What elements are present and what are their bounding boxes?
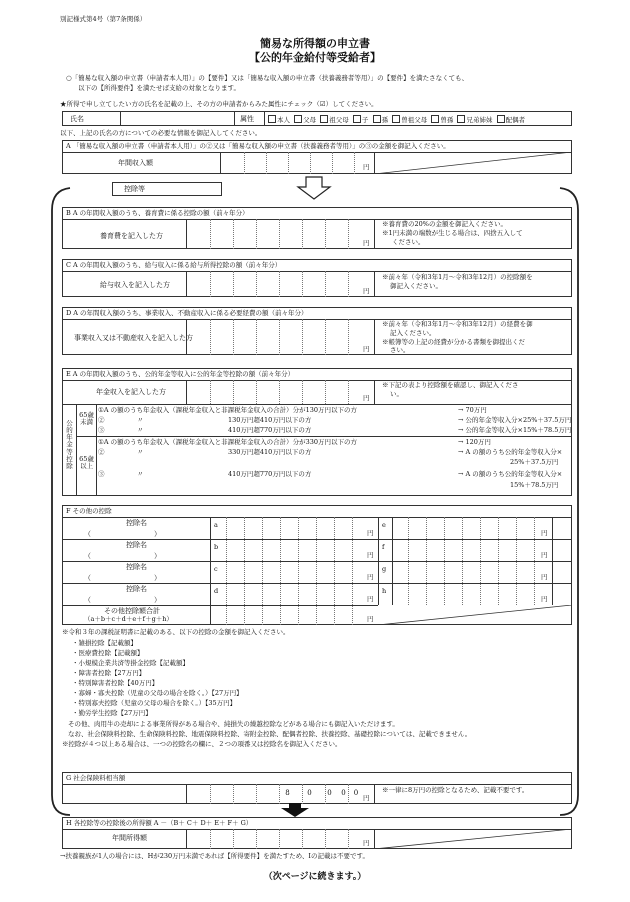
section-d-label: 事業収入又は不動産収入を記入した方 — [74, 334, 193, 342]
intro-line-1: ○「簡易な収入額の申立書（申請者本人用）」の【要件】又は「簡易な収入額の申立書（扶養義務者等用）」の【要件】を満たさなくても、 — [66, 74, 469, 82]
f-letter-c: c — [214, 565, 218, 573]
business-expense-input[interactable] — [188, 321, 372, 353]
form-number: 別記様式第4号（第7条関係） — [60, 15, 147, 23]
notes-f-item-7: ・特別寡夫控除（児童の父母の場合を除く。）【35万円】 — [72, 699, 237, 707]
section-c-yen: 円 — [363, 287, 370, 295]
f-letter-h: h — [382, 587, 387, 595]
f-a-yen: 円 — [367, 529, 374, 537]
checkbox-ko[interactable]: 子 — [353, 116, 369, 124]
page-title: 簡易な所得額の申立書 — [260, 37, 370, 50]
attribute-options — [268, 115, 525, 124]
f-h-yen: 円 — [541, 595, 548, 603]
section-c-note-2: 御記入ください。 — [390, 282, 442, 290]
checkbox-honnin[interactable]: 本人 — [268, 116, 290, 124]
f-g-yen: 円 — [541, 573, 548, 581]
section-c-note-1: ※前々年（令和3年1月～令和3年12月）の控除額を — [382, 273, 533, 281]
checkbox-kyoudai[interactable]: 兄弟姉妹 — [457, 116, 492, 124]
notes-f-item-1: ・雑損控除【記載額】 — [72, 639, 137, 647]
over-row-3-cont: 15%＋78.5万円 — [510, 481, 559, 489]
section-h-label: 年間所得額 — [112, 834, 147, 842]
over-row-3-left: ③ 〃 410万円超770万円以下の方 — [98, 470, 312, 478]
over-row-3-right: → A の額のうち公的年金等収入分× — [458, 470, 563, 478]
section-b-note-1: ※養育費の20%の金額を御記入ください。 — [382, 220, 507, 228]
over-row-2-left: ② 〃 330万円超410万円以下の方 — [98, 448, 312, 456]
section-d-header: D A の年間収入額のうち、事業収入、不動産収入に係る必要経費の額（前々年分） — [66, 309, 308, 317]
annual-earnings-input[interactable] — [188, 831, 372, 847]
section-b-note-3: ください。 — [392, 238, 425, 246]
section-b-header: B A の年間収入額のうち、養育費に係る控除の額（前々年分） — [66, 209, 249, 217]
checkbox-sousou[interactable]: 曽孫 — [431, 116, 453, 124]
pension-deduction-input[interactable] — [188, 382, 372, 402]
notes-f-item-5: ・特別障害者控除【40万円】 — [72, 679, 159, 687]
deduction-label: 控除等 — [124, 185, 145, 193]
age-over-65: 65歳以上 — [79, 455, 94, 471]
section-b-note-2: ※1円未満の端数が生じる場合は、四捨五入して — [382, 229, 523, 237]
section-d-note-4: さい。 — [390, 346, 410, 354]
attribute-label: 属性 — [240, 115, 254, 123]
page-subtitle: 【公的年金給付等受給者】 — [249, 51, 381, 64]
under-row-1-left: ①A の額のうち年金収入（課税年金収入と非課税年金収入の合計）分が130万円以下の方 — [98, 406, 357, 414]
section-a-label: 年間収入額 — [118, 159, 153, 167]
childcare-input[interactable] — [188, 221, 372, 247]
f-f-yen: 円 — [541, 551, 548, 559]
section-g-yen: 円 — [363, 794, 370, 802]
section-f-header: F その他の控除 — [66, 507, 112, 515]
notes-f-para-1: その他、肉用牛の売却による事業所得がある場合や、純損失の繰越控除などがある場合にも御記入いただけます。 — [68, 720, 399, 728]
section-d-note-2: 記入ください。 — [390, 329, 436, 337]
f-e-yen: 円 — [541, 529, 548, 537]
f-right-spacer — [552, 517, 553, 605]
section-e-note-2: い。 — [390, 390, 403, 398]
over-row-1-right: → 120万円 — [458, 438, 491, 446]
section-d-note-3: ※帳簿等の上記の経費が分かる書類を御提出くだ — [382, 338, 525, 346]
notes-f-item-3: ・小規模企業共済等掛金控除【記載額】 — [72, 659, 189, 667]
checkbox-sousofubo[interactable]: 曽祖父母 — [392, 116, 427, 124]
checkbox-mago[interactable]: 孫 — [373, 116, 389, 124]
notes-f-para-2: なお、社会保険料控除、生命保険料控除、地震保険料控除、寄附金控除、配偶者控除、扶養控除、基礎控除については、記載できません。 — [68, 730, 472, 738]
continue-note: （次ページに続きます。） — [263, 872, 367, 882]
notes-f-item-2: ・医療費控除【記載額】 — [72, 649, 144, 657]
notes-f-item-4: ・障害者控除【27万円】 — [72, 669, 146, 677]
f-d-name-label: 控除名 — [126, 585, 147, 593]
checkbox-sofubo[interactable]: 祖父母 — [320, 116, 349, 124]
pension-side-label: 公的年金等控除 — [66, 419, 73, 470]
over-row-2-right: → A の額のうち公的年金等収入分× — [458, 448, 563, 456]
notes-f-item-6: ・寡婦・寡夫控除（児童の父母の場合を除く。）【27万円】 — [72, 689, 243, 697]
relation-after-note: 以下、上記の氏名の方についての必要な情報を御記入してください。 — [60, 129, 262, 137]
f-letter-b: b — [214, 543, 219, 551]
checkbox-haiguusha[interactable]: 配偶者 — [497, 116, 526, 124]
intro-line-2: 以下の【所得要件】を満たせば支給の対象となります。 — [78, 84, 240, 92]
section-e-note-1: ※下記の表より控除額を確認し、御記入くださ — [382, 381, 519, 389]
f-b-yen: 円 — [367, 551, 374, 559]
section-b-label: 養育費を記入した方 — [100, 232, 163, 240]
f-a-name-field[interactable]: （ ） — [84, 530, 161, 538]
section-c-label: 給与収入を記入した方 — [100, 281, 170, 289]
section-g-header: G 社会保険料相当額 — [66, 774, 126, 782]
under-row-2-left: ② 〃 130万円超410万円以下の方 — [98, 416, 312, 424]
f-a-name-label: 控除名 — [126, 519, 147, 527]
notes-f-para-3: ※控除が４つ以上ある場合は、一つの控除名の欄に、２つの項番又は控除名を御記入ください。 — [62, 740, 342, 748]
g-digit-4: 0 — [341, 789, 346, 797]
f-total-slash — [378, 605, 572, 625]
f-letter-f: f — [382, 543, 385, 551]
f-c-name-field[interactable]: （ ） — [84, 574, 161, 582]
section-c-header: C A の年間収入額のうち、給与収入に係る給与所得控除の額（前々年分） — [66, 261, 282, 269]
f-c-yen: 円 — [367, 573, 374, 581]
section-g-note: ※一律に8万円の控除となるため、記載不要です。 — [382, 786, 529, 794]
name-field[interactable] — [122, 113, 232, 124]
f-letter-a: a — [214, 521, 218, 529]
section-h-yen: 円 — [363, 839, 370, 847]
g-digit-3: 0 — [327, 789, 332, 797]
section-h-header: H 各控除等の控除後の所得額 A －（B＋ C＋ D＋ E＋ F＋ G） — [66, 819, 253, 827]
g-digit-1: 8 — [285, 789, 290, 797]
section-b-yen: 円 — [363, 239, 370, 247]
footer-note: →扶養親族が1人の場合には、Hが230万円未満であれば【所得要件】を満たすため、Iの記載は不要です。 — [60, 852, 369, 860]
section-a-yen: 円 — [363, 163, 370, 171]
f-b-name-label: 控除名 — [126, 541, 147, 549]
checkbox-fubo[interactable]: 父母 — [294, 116, 316, 124]
age-under-65: 65歳未満 — [79, 411, 94, 427]
f-b-name-field[interactable]: （ ） — [84, 552, 161, 560]
down-arrow-icon — [296, 176, 332, 200]
section-e-yen: 円 — [363, 394, 370, 402]
f-letter-g: g — [382, 565, 387, 573]
name-label: 氏名 — [70, 115, 84, 123]
section-a-header: A 「簡易な収入額の申立書（申請者本人用）」の②又は「簡易な収入額の申立書（扶養義務者等用）」の③の金額を御記入ください。 — [66, 142, 450, 150]
section-e-label: 年金収入を記入した方 — [96, 388, 166, 396]
g-digit-5: 0 — [353, 789, 359, 797]
down-arrow-black-icon — [280, 803, 310, 817]
f-letter-d: d — [214, 587, 219, 595]
section-d-yen: 円 — [363, 345, 370, 353]
under-row-2-right: → 公的年金等収入分×25%＋37.5万円 — [458, 416, 572, 424]
section-e-header: E A の年間収入額のうち、公的年金等収入に公的年金等控除の額（前々年分） — [66, 370, 295, 378]
under-row-1-right: → 70万円 — [458, 406, 487, 414]
f-total-yen: 円 — [367, 615, 374, 623]
over-row-2-cont: 25%＋37.5万円 — [510, 458, 559, 466]
f-total-label-1: その他控除額合計 — [104, 607, 160, 615]
g-digit-2: 0 — [307, 789, 312, 797]
section-h-slash — [374, 829, 572, 849]
salary-deduction-input[interactable] — [188, 273, 372, 295]
under-row-3-left: ③ 〃 410万円超770万円以下の方 — [98, 426, 312, 434]
under-row-3-right: → 公的年金等収入分×15%＋78.5万円 — [458, 426, 572, 434]
over-row-1-left: ①A の額のうち年金収入（課税年金収入と非課税年金収入の合計）分が330万円以下の方 — [98, 438, 357, 446]
f-total-label-2: （a＋b＋c＋d＋e＋f＋g＋h） — [84, 615, 173, 623]
section-a-slash — [374, 152, 572, 174]
section-d-note-1: ※前々年（令和3年1月～令和3年12月）の経費を御 — [382, 320, 533, 328]
f-d-name-field[interactable]: （ ） — [84, 596, 161, 604]
relation-instruction: ★所得で申し立てしたい方の氏名を記載の上、その方の申請者からみた属性にチェック（☑）してください。 — [60, 100, 378, 108]
f-letter-e: e — [382, 521, 386, 529]
notes-f-intro: ※令和３年の課税証明書に記載のある、以下の控除の金額を御記入ください。 — [62, 628, 290, 636]
notes-f-item-8: ・勤労学生控除【27万円】 — [72, 709, 152, 717]
f-c-name-label: 控除名 — [126, 563, 147, 571]
f-d-yen: 円 — [367, 595, 374, 603]
